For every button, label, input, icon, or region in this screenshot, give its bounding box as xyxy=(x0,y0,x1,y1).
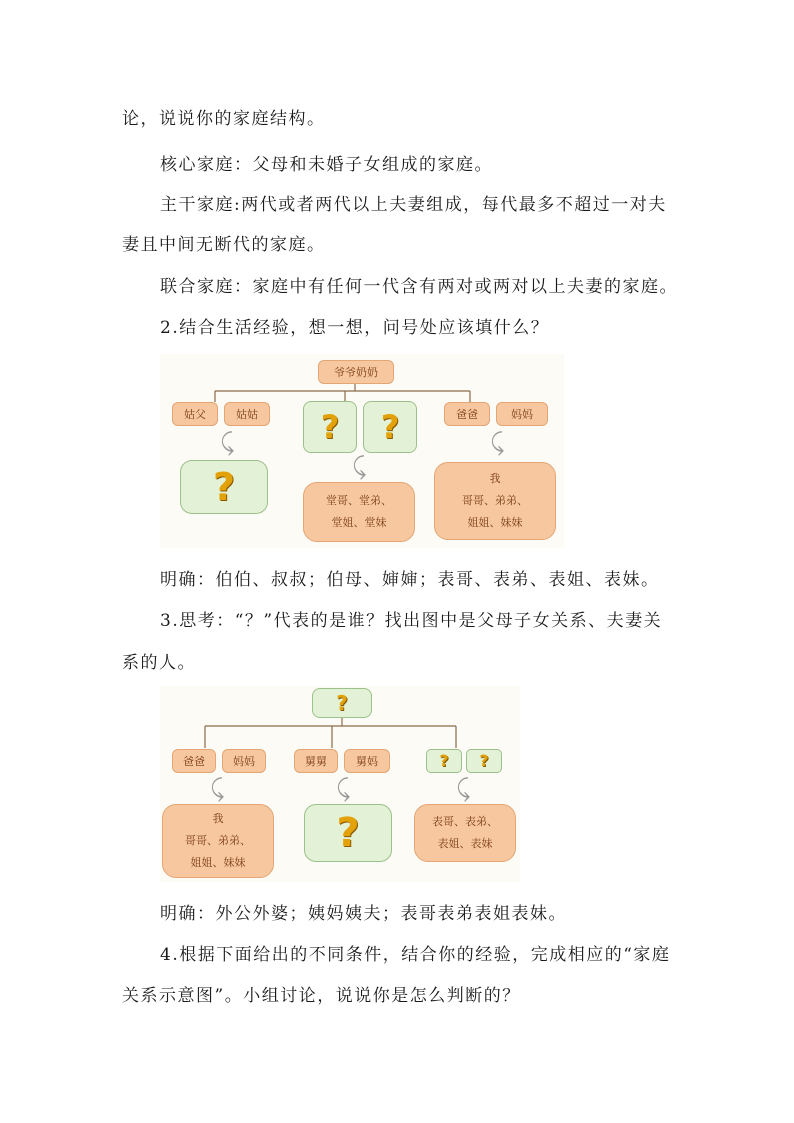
mom-box: 妈妈 xyxy=(496,402,548,426)
unknown-child-box: ? xyxy=(180,460,268,514)
me-siblings-plaque: 我 哥哥、弟弟、 姐姐、妹妹 xyxy=(162,804,274,878)
unknown-box-2: ? xyxy=(363,401,417,453)
unknown-box-1: ? xyxy=(303,401,357,453)
text-line-1: 论，说说你的家庭结构。 xyxy=(122,109,326,129)
uncle-in-law-box: 姑父 xyxy=(172,402,218,426)
maternal-uncle-box: 舅舅 xyxy=(294,749,338,773)
down-arrow-icon: ⤹ xyxy=(220,428,235,456)
cousins-plaque: 堂哥、堂弟、 堂姐、堂妹 xyxy=(303,482,415,542)
me-siblings-plaque: 我 哥哥、弟弟、 姐姐、妹妹 xyxy=(434,462,556,540)
cousins-plaque: 表哥、表弟、 表姐、表妹 xyxy=(414,804,516,862)
text-line-5: 联合家庭：家庭中有任何一代含有两对或两对以上夫妻的家庭。 xyxy=(160,277,678,297)
aunt-box: 姑姑 xyxy=(224,402,270,426)
down-arrow-icon: ⤹ xyxy=(336,774,351,802)
question-4: 4.根据下面给出的不同条件，结合你的经验，完成相应的“家庭 xyxy=(160,945,671,965)
mom-box: 妈妈 xyxy=(222,749,266,773)
down-arrow-icon: ⤹ xyxy=(210,774,225,802)
down-arrow-icon: ⤹ xyxy=(352,452,367,480)
unknown-child-box: ? xyxy=(304,804,392,862)
question-3-cont: 系的人。 xyxy=(122,653,196,673)
dad-box: 爸爸 xyxy=(444,402,490,426)
question-2: 2.结合生活经验，想一想，问号处应该填什么？ xyxy=(160,318,550,338)
maternal-aunt-in-law-box: 舅妈 xyxy=(344,749,390,773)
family-diagram-1 xyxy=(160,354,564,548)
unknown-box-1: ? xyxy=(426,749,462,773)
text-line-3: 主干家庭:两代或者两代以上夫妻组成，每代最多不超过一对夫 xyxy=(160,195,667,215)
unknown-root-box: ? xyxy=(312,688,372,718)
text-line-2: 核心家庭：父母和未婚子女组成的家庭。 xyxy=(160,155,493,175)
answer-2: 明确：伯伯、叔叔；伯母、婶婶；表哥、表弟、表姐、表妹。 xyxy=(160,570,660,590)
text-line-4: 妻且中间无断代的家庭。 xyxy=(122,235,326,255)
unknown-box-2: ? xyxy=(466,749,502,773)
dad-box: 爸爸 xyxy=(172,749,216,773)
down-arrow-icon: ⤹ xyxy=(490,428,505,456)
answer-3: 明确：外公外婆；姨妈姨夫；表哥表弟表姐表妹。 xyxy=(160,904,567,924)
down-arrow-icon: ⤹ xyxy=(456,774,471,802)
family-diagram-2 xyxy=(160,686,520,882)
question-3: 3.思考：“？”代表的是谁？找出图中是父母子女关系、夫妻关 xyxy=(160,611,663,631)
root-grandparents: 爷爷奶奶 xyxy=(318,360,394,384)
question-4-cont: 关系示意图”。小组讨论，说说你是怎么判断的？ xyxy=(122,986,521,1006)
